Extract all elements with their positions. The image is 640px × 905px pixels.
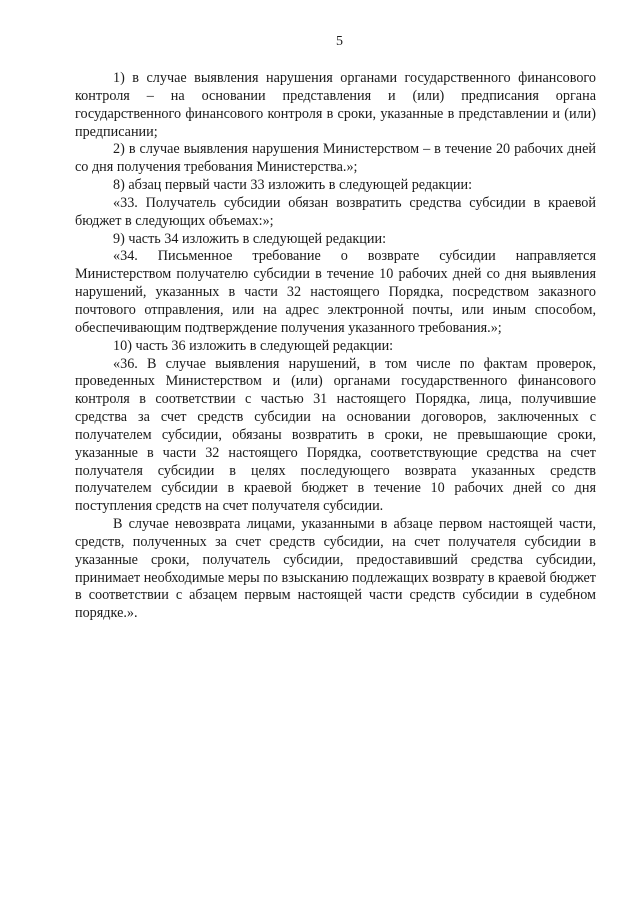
paragraph-amend-9: 9) часть 34 изложить в следующей редакции:	[113, 230, 387, 247]
paragraph-part-33: «33. Получатель субсидии обязан возвратить средства субсидии в краевой бюджет в следующих объемах:»;	[75, 194, 596, 229]
paragraph-item-1: 1) в случае выявления нарушения органами государственного финансового контроля – на основании представления и (или) предписания органа государственного финансового контроля в сроки, указанные в представлении и (или) предписании;	[75, 70, 596, 140]
paragraph-part-34: «34. Письменное требование о возврате субсидии направляется Министерством получателю субсидии в течение 10 рабочих дней со дня выявления нарушений, указанных в части 32 настоящего Порядка, посредством заказного почтового отправления, или на адрес электронной почты, или иным способом, обеспечивающим подтверждение получения указанного требования.»;	[75, 248, 596, 336]
paragraph-amend-8: 8) абзац первый части 33 изложить в следующей редакции:	[113, 177, 473, 194]
paragraph-part-36: «36. В случае выявления нарушений, в том числе по фактам проверок, проведенных Министерством и (или) органами государственного финансового контроля в соответствии с частью 31 настоящего Порядка, лица, получившие средства за счет средств субсидии на основании договоров, заключенных с получателем субсидии, обязаны возвратить в сроки, не превышающие сроки, указанные в части 32 настоящего Порядка, соответствующие средства на счет получателя субсидии в целях последующего возврата указанных средств получателем субсидии в краевой бюджет в течение 10 рабочих дней со дня поступления средств на счет получателя субсидии.	[75, 355, 596, 515]
paragraph-amend-10: 10) часть 36 изложить в следующей редакции:	[113, 337, 394, 354]
page-number: 5	[336, 34, 343, 49]
paragraph-part-36-second: В случае невозврата лицами, указанными в абзаце первом настоящей части, средств, полученных за счет средств субсидии, на счет получателя субсидии в указанные сроки, получатель субсидии, предоставивший средства субсидии, принимает необходимые меры по взысканию подлежащих возврату в краевой бюджет в соответствии с абзацем первым настоящей части средств субсидии в судебном порядке.».	[75, 516, 596, 622]
paragraph-item-2: 2) в случае выявления нарушения Министерством – в течение 20 рабочих дней со дня получения требования Министерства.»;	[75, 141, 596, 176]
